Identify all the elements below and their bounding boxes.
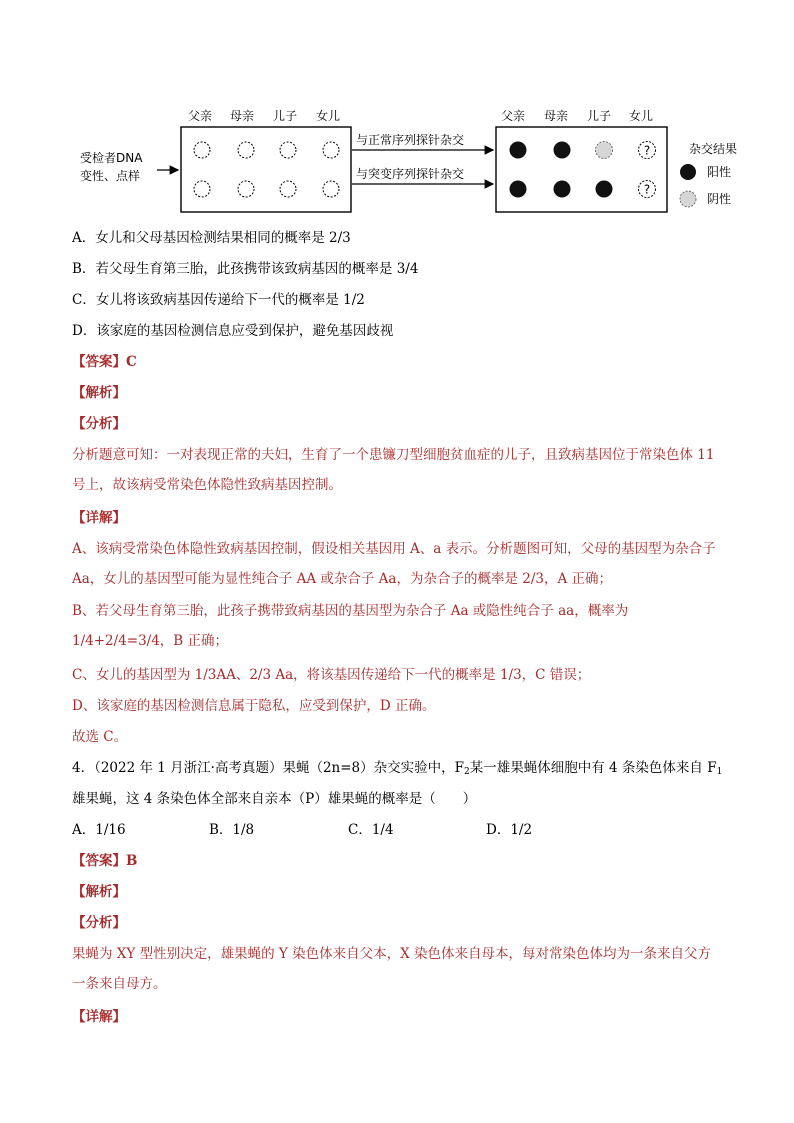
- q3-fenxi-heading: 【分析】: [72, 416, 126, 432]
- legend-title: 杂交结果: [689, 142, 738, 156]
- q3-conclusion: 故选 C。: [72, 729, 128, 745]
- q4-stem-line1: [72, 758, 722, 782]
- legend-negative-label: 阴性: [707, 192, 732, 206]
- result-dot-negative: [596, 142, 613, 159]
- q3-detail-heading: 【详解】: [72, 510, 126, 526]
- q3-fenxi-text: 分析题意可知：一对表现正常的夫妇，生育了一个患镰刀型细胞贫血症的儿子，且致病基因位于常染色体 11 号上，故该病受常染色体隐性致病基因控制。: [72, 447, 715, 493]
- q4-option-d: D．1/2: [486, 822, 533, 838]
- q4-option-a: A．1/16: [72, 822, 126, 838]
- q3-analysis-heading: 【解析】: [72, 385, 126, 401]
- legend-positive-swatch: [680, 164, 696, 180]
- left-sample-box: [181, 127, 351, 212]
- result-dot-positive: [510, 142, 527, 159]
- q4-answer: 【答案】B: [72, 853, 138, 869]
- q4-analysis-heading: 【解析】: [72, 884, 126, 900]
- sample-dot: [280, 142, 296, 158]
- q3-option-a: A．女儿和父母基因检测结果相同的概率是 2/3: [72, 230, 351, 246]
- q3-option-d: D．该家庭的基因检测信息应受到保护，避免基因歧视: [72, 323, 394, 339]
- sample-dot: [238, 142, 254, 158]
- left-header-mother: 母亲: [230, 109, 255, 123]
- q4-stem-line2: 雄果蝇，这 4 条染色体全部来自亲本（P）雄果蝇的概率是（ ）: [72, 791, 477, 807]
- right-header-son: 儿子: [587, 109, 612, 123]
- q4-options: [72, 820, 672, 840]
- legend-positive-label: 阳性: [707, 165, 732, 179]
- q4-fenxi-text: 果蝇为 XY 型性别决定，雄果蝇的 Y 染色体来自父本，X 染色体来自母本，每对常染色体均为一条来自父方一条来自母方。: [72, 946, 712, 992]
- input-label-line1: 受检者DNA: [80, 151, 143, 165]
- question-mark: ?: [643, 182, 651, 197]
- q4-detail-heading: 【详解】: [72, 1009, 126, 1025]
- q3-detail-a: A、该病受常染色体隐性致病基因控制，假设相关基因用 A、a 表示。分析题图可知，父母的基因型为杂合子 Aa，女儿的基因型可能为显性纯合子 AA 或杂合子 Aa，为杂合子的概率是 2/3，A 正确；: [72, 541, 716, 587]
- sample-dot: [194, 142, 210, 158]
- q3-detail-c: C、女儿的基因型为 1/3AA、2/3 Aa，将该基因传递给下一代的概率是 1/3，C 错误；: [72, 667, 591, 683]
- input-label-line2: 变性、点样: [80, 169, 141, 183]
- left-header-daughter: 女儿: [316, 109, 341, 123]
- q4-stem-part-a: 4．（2022 年 1 月浙江·高考真题）果蝇（2n=8）杂交实验中，F: [72, 760, 465, 776]
- result-dot-positive: [596, 181, 613, 198]
- result-dot-positive: [554, 181, 571, 198]
- q3-detail-d: D、该家庭的基因检测信息属于隐私，应受到保护，D 正确。: [72, 698, 436, 714]
- q3-option-c: C．女儿将该致病基因传递给下一代的概率是 1/2: [72, 292, 365, 308]
- q3-detail-b: B、若父母生育第三胎，此孩子携带致病基因的基因型为杂合子 Aa 或隐性纯合子 aa，概率为 1/4+2/4=3/4，B 正确；: [72, 603, 629, 649]
- question-mark: ?: [643, 143, 651, 158]
- q4-option-c: C．1/4: [348, 822, 394, 838]
- sample-dot: [194, 181, 210, 197]
- q4-option-b: B．1/8: [209, 822, 255, 838]
- q4-fenxi-heading: 【分析】: [72, 915, 126, 931]
- arrow-top-label: 与正常序列探针杂交: [356, 133, 465, 147]
- arrow-bottom-label: 与突变序列探针杂交: [356, 167, 465, 181]
- q4-stem-subscript-1: 1: [716, 767, 723, 777]
- q3-answer: 【答案】C: [72, 354, 137, 370]
- left-header-father: 父亲: [188, 109, 213, 123]
- sample-dot: [238, 181, 254, 197]
- right-header-daughter: 女儿: [629, 109, 654, 123]
- result-dot-positive: [510, 181, 527, 198]
- q4-stem-part-b: 某一雄果蝇体细胞中有 4 条染色体来自 F: [469, 760, 717, 776]
- left-sample-dots: [194, 142, 339, 197]
- legend-negative-swatch: [680, 191, 696, 207]
- q4-stem-subscript-2: 2: [464, 767, 470, 777]
- right-result-box: [496, 127, 667, 212]
- sample-dot: [323, 142, 339, 158]
- sample-dot: [323, 181, 339, 197]
- result-dot-positive: [554, 142, 571, 159]
- right-header-father: 父亲: [501, 109, 526, 123]
- hybridization-diagram: [0, 100, 794, 220]
- right-header-mother: 母亲: [544, 109, 569, 123]
- q3-option-b: B．若父母生育第三胎，此孩携带该致病基因的概率是 3/4: [72, 261, 419, 277]
- left-header-son: 儿子: [273, 109, 298, 123]
- sample-dot: [280, 181, 296, 197]
